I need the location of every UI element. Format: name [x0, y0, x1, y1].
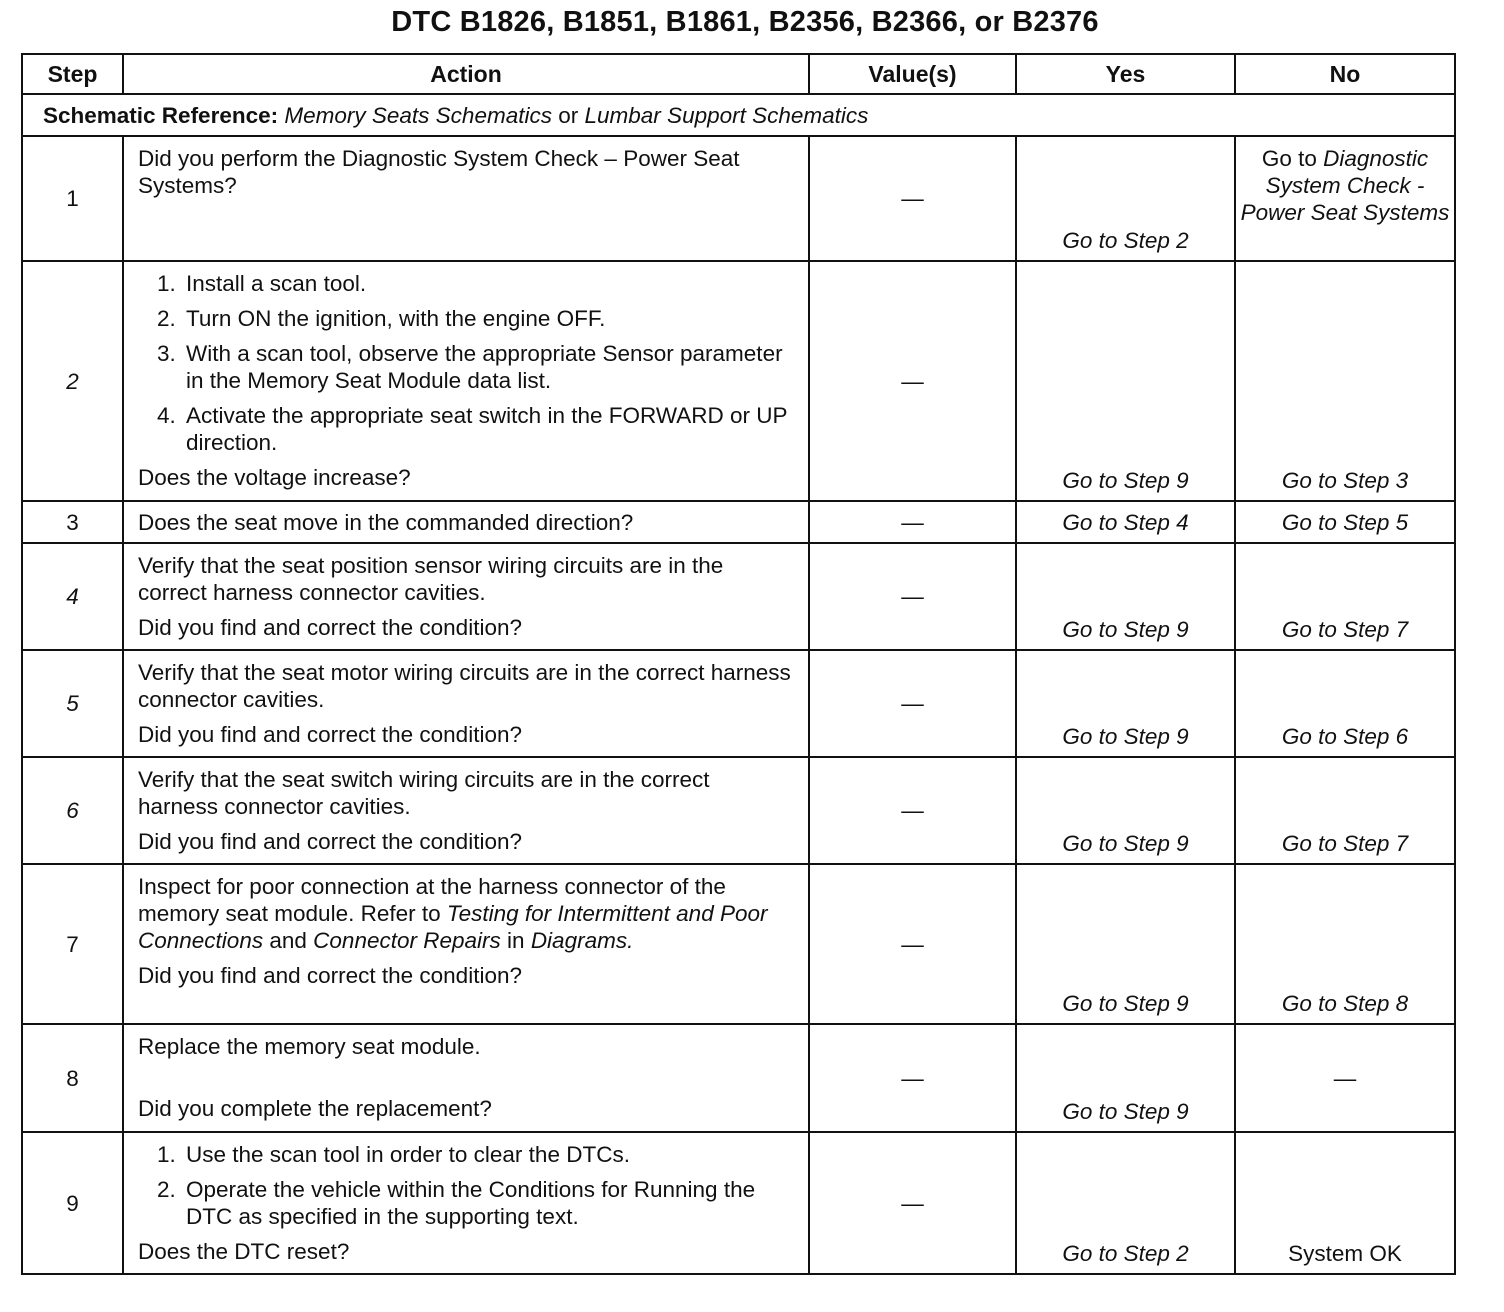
action-list	[138, 270, 794, 456]
action-question: Did you complete the replacement?	[138, 1096, 492, 1121]
value-cell: —	[809, 864, 1016, 1024]
action-question: Does the seat move in the commanded direction?	[138, 509, 634, 535]
action-cell	[123, 650, 809, 757]
yes-cell: Go to Step 9	[1016, 864, 1235, 1024]
no-cell: Go to Step 5	[1235, 501, 1455, 543]
list-item: 1. Use the scan tool in order to clear the DTCs.	[182, 1141, 794, 1168]
header-yes: Yes	[1016, 54, 1235, 94]
step-number: 3	[22, 501, 123, 543]
no-cell: Go to Step 6	[1235, 650, 1455, 757]
header-values: Value(s)	[809, 54, 1016, 94]
no-prefix: Go to	[1261, 146, 1317, 171]
table-row	[22, 757, 1455, 864]
table-row	[22, 1024, 1455, 1132]
list-item: 2. Operate the vehicle within the Conditions for Running the DTC as specified in the supporting text.	[182, 1176, 794, 1230]
diagnostic-table	[21, 53, 1456, 1275]
list-item: 1. Install a scan tool.	[182, 270, 794, 297]
action-text: Replace the memory seat module.	[138, 1034, 481, 1059]
action-question: Did you find and correct the condition?	[138, 722, 522, 747]
yes-cell: Go to Step 9	[1016, 757, 1235, 864]
schematic-label: Schematic Reference:	[43, 102, 279, 128]
header-action: Action	[123, 54, 809, 94]
value-cell: —	[809, 757, 1016, 864]
value-cell: —	[809, 1024, 1016, 1132]
reference-intermittent: Testing for Intermittent and Poor Connections	[138, 901, 768, 953]
action-text-in: in	[507, 928, 525, 953]
action-text: Verify that the seat motor wiring circuits are in the correct harness connector cavities.	[138, 660, 791, 712]
no-cell	[1235, 136, 1455, 261]
step-number	[22, 757, 123, 864]
yes-cell: Go to Step 9	[1016, 1024, 1235, 1132]
step-number: 1	[22, 136, 123, 261]
table-row	[22, 864, 1455, 1024]
table-row	[22, 650, 1455, 757]
step-number-text: 4	[66, 584, 79, 609]
reference-diagrams: Diagrams.	[530, 928, 634, 953]
action-question: Did you find and correct the condition?	[138, 963, 522, 988]
no-reference: Diagnostic System Check - Power Seat Systems	[1240, 146, 1450, 225]
yes-cell: Go to Step 9	[1016, 650, 1235, 757]
no-cell: System OK	[1235, 1132, 1455, 1274]
yes-cell: Go to Step 2	[1016, 136, 1235, 261]
step-number: 9	[22, 1132, 123, 1274]
table-row	[22, 136, 1455, 261]
value-cell: —	[809, 1132, 1016, 1274]
action-text	[138, 873, 794, 954]
yes-cell: Go to Step 2	[1016, 1132, 1235, 1274]
action-question: Does the DTC reset?	[138, 1239, 350, 1264]
header-row	[22, 54, 1455, 94]
table-row	[22, 543, 1455, 650]
step-number: 8	[22, 1024, 123, 1132]
header-step: Step	[22, 54, 123, 94]
schematic-ref-lumbar: Lumbar Support Schematics	[584, 102, 869, 128]
action-question: Does the voltage increase?	[138, 465, 411, 490]
list-item: 4. Activate the appropriate seat switch in the FORWARD or UP direction.	[182, 402, 794, 456]
value-cell: —	[809, 261, 1016, 501]
action-question: Did you find and correct the condition?	[138, 829, 522, 854]
table-row	[22, 261, 1455, 501]
action-cell	[123, 136, 809, 261]
action-list	[138, 1141, 794, 1230]
no-cell: Go to Step 3	[1235, 261, 1455, 501]
list-item: 3. With a scan tool, observe the appropriate Sensor parameter in the Memory Seat Module data list.	[182, 340, 794, 394]
step-number	[22, 543, 123, 650]
schematic-row	[22, 94, 1455, 136]
action-question: Did you find and correct the condition?	[138, 615, 522, 640]
step-number	[22, 261, 123, 501]
action-cell	[123, 757, 809, 864]
value-cell: —	[809, 501, 1016, 543]
action-text: Verify that the seat switch wiring circuits are in the correct harness connector cavities.	[138, 767, 710, 819]
list-item: 2. Turn ON the ignition, with the engine OFF.	[182, 305, 794, 332]
action-cell	[123, 501, 809, 543]
value-cell: —	[809, 543, 1016, 650]
yes-cell: Go to Step 4	[1016, 501, 1235, 543]
yes-cell: Go to Step 9	[1016, 261, 1235, 501]
no-cell: Go to Step 8	[1235, 864, 1455, 1024]
action-cell	[123, 864, 809, 1024]
step-number-text: 2	[66, 368, 79, 394]
schematic-or: or	[558, 102, 579, 128]
schematic-reference	[22, 94, 1455, 136]
action-text-and: and	[269, 928, 307, 953]
header-no: No	[1235, 54, 1455, 94]
action-cell	[123, 261, 809, 501]
action-text: Did you perform the Diagnostic System Check – Power Seat Systems?	[138, 146, 740, 198]
step-number: 7	[22, 864, 123, 1024]
value-cell: —	[809, 136, 1016, 261]
value-cell: —	[809, 650, 1016, 757]
no-cell: —	[1235, 1024, 1455, 1132]
yes-cell: Go to Step 9	[1016, 543, 1235, 650]
action-cell	[123, 1024, 809, 1132]
table-row	[22, 501, 1455, 543]
step-number-text: 6	[66, 798, 79, 823]
table-row	[22, 1132, 1455, 1274]
schematic-ref-memory-seats: Memory Seats Schematics	[284, 102, 552, 128]
action-text-a: Inspect for poor connection at the harness connector of the memory seat module. Refer to	[138, 874, 726, 926]
step-number	[22, 650, 123, 757]
action-text: Verify that the seat position sensor wiring circuits are in the correct harness connector cavities.	[138, 553, 724, 605]
reference-connector-repairs: Connector Repairs	[313, 928, 501, 953]
page-title: DTC B1826, B1851, B1861, B2356, B2366, or B2376	[391, 6, 1099, 38]
action-cell	[123, 543, 809, 650]
step-number-text: 5	[66, 691, 79, 716]
no-cell: Go to Step 7	[1235, 543, 1455, 650]
no-cell: Go to Step 7	[1235, 757, 1455, 864]
action-cell	[123, 1132, 809, 1274]
